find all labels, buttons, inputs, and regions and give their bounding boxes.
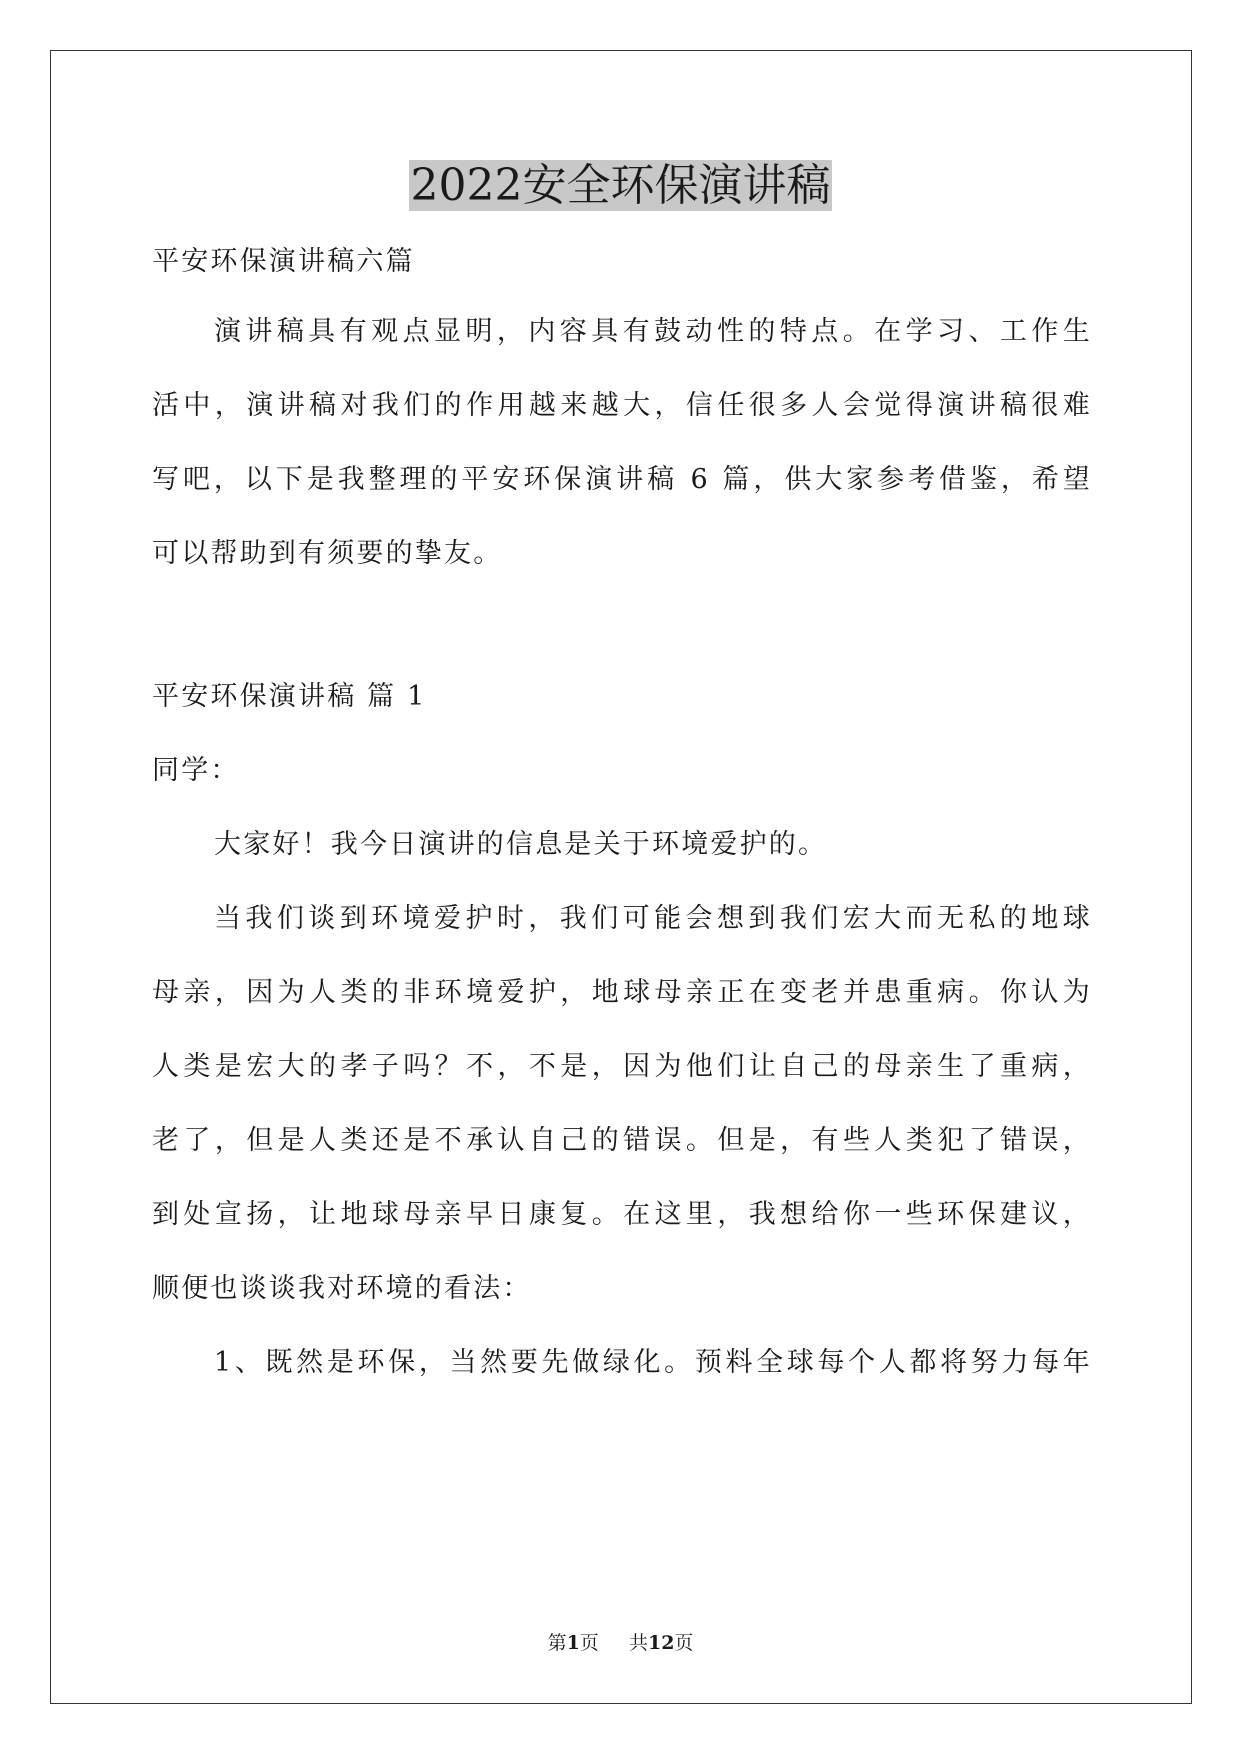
body-line-6: 顺便也谈谈我对环境的看法： xyxy=(152,1273,532,1304)
salutation: 同学： xyxy=(152,755,240,786)
total-pages: 12 xyxy=(647,1632,675,1654)
section-heading: 平安环保演讲稿 篇 1 xyxy=(152,681,427,712)
intro-line-4: 可以帮助到有须要的挚友。 xyxy=(152,538,503,569)
greeting: 大家好！我今日演讲的信息是关于环境爱护的。 xyxy=(214,829,828,860)
body-line-1: 当我们谈到环境爱护时，我们可能会想到我们宏大而无私的地球 xyxy=(214,903,1092,934)
body-line-2: 母亲，因为人类的非环境爱护，地球母亲正在变老并患重病。你认为 xyxy=(152,977,1092,1008)
body-line-3: 人类是宏大的孝子吗？不，不是，因为他们让自己的母亲生了重病， xyxy=(152,1051,1092,1082)
intro-line-3: 写吧，以下是我整理的平安环保演讲稿 6 篇，供大家参考借鉴，希望 xyxy=(152,464,1092,495)
page-border xyxy=(50,50,1192,1704)
body-line-4: 老了，但是人类还是不承认自己的错误。但是，有些人类犯了错误， xyxy=(152,1125,1092,1156)
page-prefix: 第 xyxy=(547,1632,567,1654)
document-title: 2022安全环保演讲稿 xyxy=(410,160,831,211)
total-suffix: 页 xyxy=(674,1632,694,1654)
page-suffix: 页 xyxy=(579,1632,599,1654)
page-footer xyxy=(0,1630,1241,1656)
intro-line-2: 活中，演讲稿对我们的作用越来越大，信任很多人会觉得演讲稿很难 xyxy=(152,390,1092,421)
body-line-5: 到处宣扬，让地球母亲早日康复。在这里，我想给你一些环保建议， xyxy=(152,1199,1092,1230)
page-number: 1 xyxy=(566,1632,580,1654)
point-line-1: 1、既然是环保，当然要先做绿化。预料全球每个人都将努力每年 xyxy=(214,1347,1092,1378)
total-prefix: 共 xyxy=(628,1632,648,1654)
document-subtitle: 平安环保演讲稿六篇 xyxy=(152,246,415,277)
intro-line-1: 演讲稿具有观点显明，内容具有鼓动性的特点。在学习、工作生 xyxy=(214,316,1092,347)
